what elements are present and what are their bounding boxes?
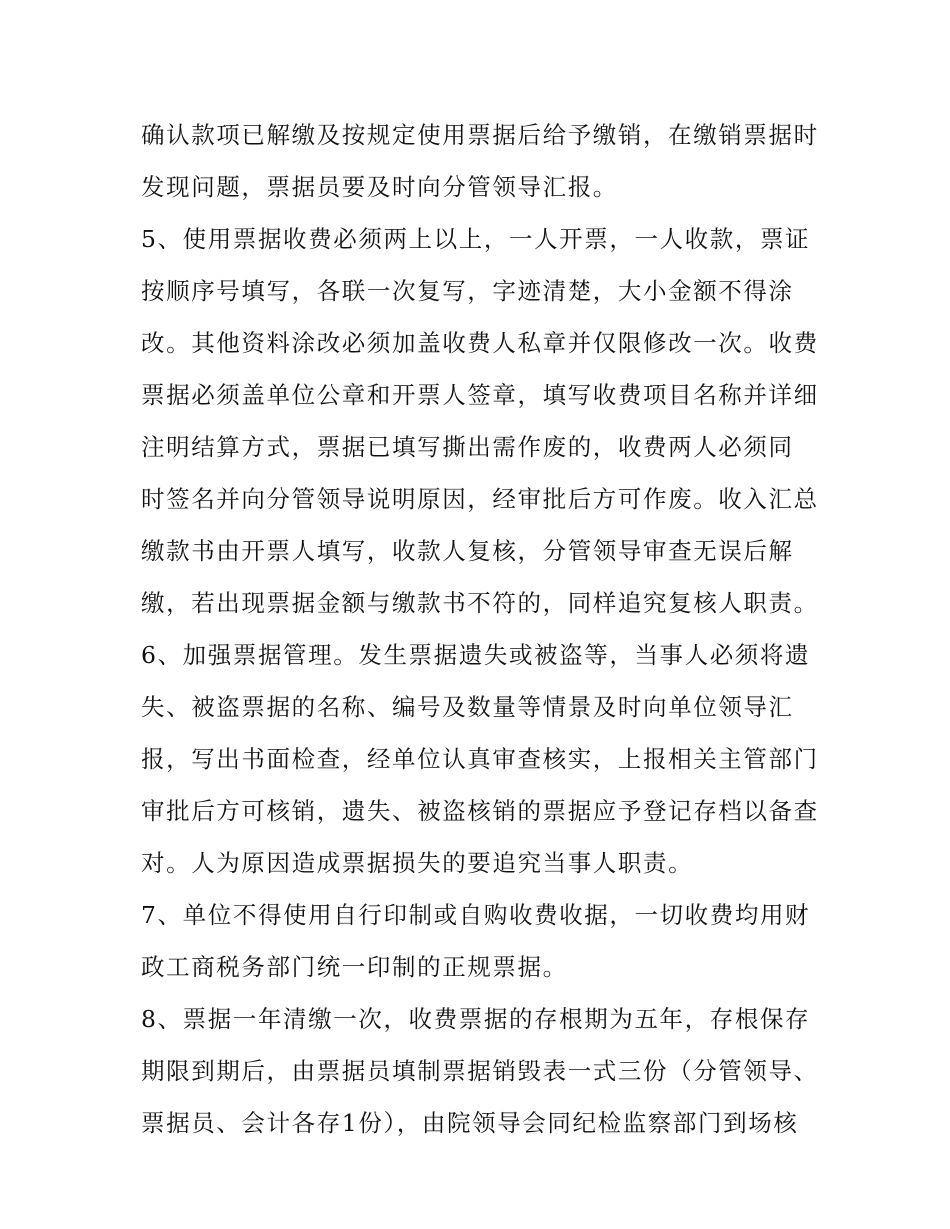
text-line: 发现问题，票据员要及时向分管领导汇报。 [141,173,618,201]
text-line: 8、票据一年清缴一次，收费票据的存根期为五年，存根保存 [141,1005,811,1033]
document-body [141,109,821,1149]
text-line: 票据必须盖单位公章和开票人签章，填写收费项目名称并详细 [141,381,819,409]
text-line: 缴款书由开票人填写，收款人复核，分管领导审查无误后解 [141,537,794,565]
text-line: 失、被盗票据的名称、编号及数量等情景及时向单位领导汇 [141,693,794,721]
text-line: 注明结算方式，票据已填写撕出需作废的，收费两人必须同 [141,433,794,461]
text-line: 5、使用票据收费必须两上以上，一人开票，一人收款，票证 [141,225,811,253]
text-line: 改。其他资料涂改必须加盖收费人私章并仅限修改一次。收费 [141,329,819,357]
text-line: 审批后方可核销，遗失、被盗核销的票据应予登记存档以备查 [141,797,819,825]
text-line: 期限到期后，由票据员填制票据销毁表一式三份（分管领导、 [141,1057,819,1085]
text-line: 7、单位不得使用自行印制或自购收费收据，一切收费均用财 [141,901,811,929]
text-line: 票据员、会计各存1份），由院领导会同纪检监察部门到场核 [141,1109,799,1137]
text-line: 政工商税务部门统一印制的正规票据。 [141,953,568,981]
text-line: 6、加强票据管理。发生票据遗失或被盗等，当事人必须将遗 [141,641,811,669]
text-line: 缴，若出现票据金额与缴款书不符的，同样追究复核人职责。 [141,589,819,617]
text-line: 确认款项已解缴及按规定使用票据后给予缴销，在缴销票据时 [141,121,819,149]
text-line: 时签名并向分管领导说明原因，经审批后方可作废。收入汇总 [141,485,819,513]
text-line: 报，写出书面检查，经单位认真审查核实，上报相关主管部门 [141,745,819,773]
text-line: 按顺序号填写，各联一次复写，字迹清楚，大小金额不得涂 [141,277,794,305]
text-line: 对。人为原因造成票据损失的要追究当事人职责。 [141,849,694,877]
